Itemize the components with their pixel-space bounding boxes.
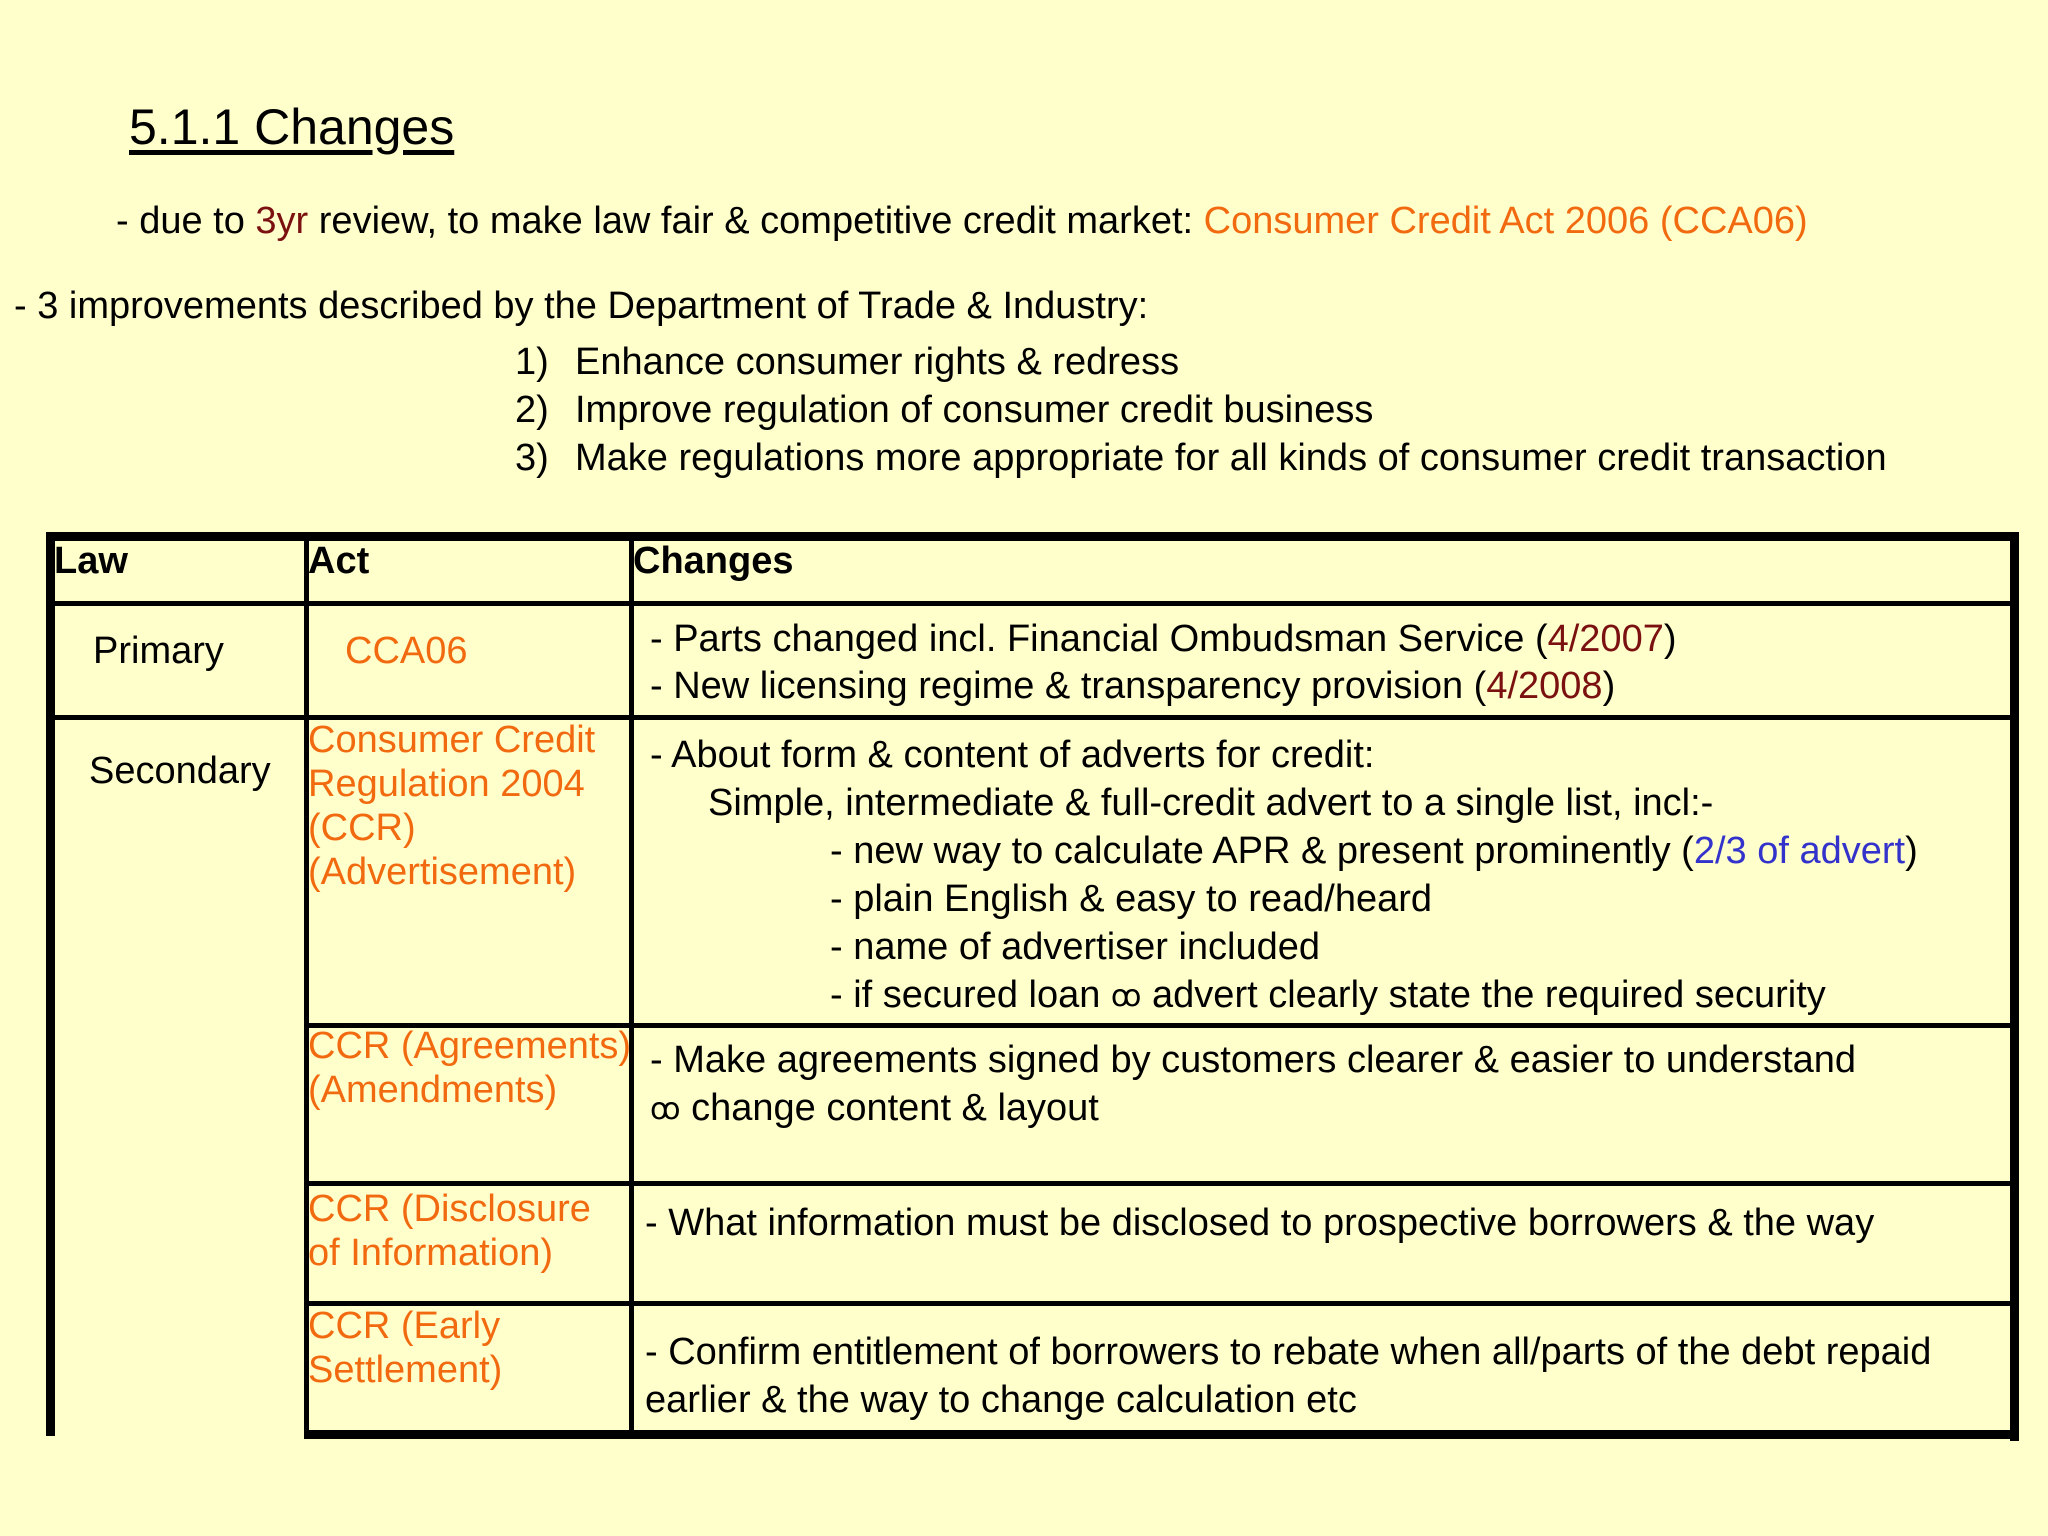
change-text: - new way to calculate APR & present prominently ( (830, 830, 1694, 872)
change-end: ) (1602, 665, 1616, 707)
primary-changes (650, 617, 1677, 708)
intro-years: 3yr (255, 200, 309, 242)
list-number: 1) (515, 341, 549, 383)
change-text: change content & layout (680, 1087, 1099, 1129)
change-highlight: 2/3 of advert (1693, 830, 1906, 872)
row-divider (304, 1301, 2015, 1306)
improvements-list (515, 338, 1887, 482)
change-line (650, 617, 1677, 661)
improvements-heading: - 3 improvements described by the Department of Trade & Industry: (14, 285, 1149, 327)
change-line: - Confirm entitlement of borrowers to rebate when all/parts of the debt repaid (645, 1331, 1932, 1373)
change-date: 4/2007 (1547, 618, 1664, 660)
act-line: Settlement) (308, 1349, 503, 1391)
change-text: advert clearly state the required security (1141, 974, 1826, 1016)
change-line: - Make agreements signed by customers clearer & easier to understand (650, 1039, 1857, 1081)
act-line: CCR (Early (308, 1305, 501, 1347)
intro-prefix: - due to (116, 200, 256, 242)
act-line: Regulation 2004 (308, 763, 585, 805)
changes-disclosure (645, 1201, 1874, 1245)
list-item (515, 338, 1887, 386)
act-line: (Amendments) (308, 1069, 558, 1111)
law-primary: Primary (93, 630, 224, 672)
change-line: - plain English & easy to read/heard (830, 878, 1433, 920)
act-line: CCR (Disclosure (308, 1188, 591, 1230)
act-cca06: CCA06 (345, 630, 468, 672)
changes-advertisement (650, 731, 1918, 1021)
act-ccr-advertisement (308, 718, 595, 894)
list-text: Enhance consumer rights & redress (575, 341, 1180, 383)
change-line: Simple, intermediate & full-credit advert to a single list, incl:- (708, 782, 1714, 824)
change-end: ) (1905, 830, 1918, 872)
act-line: of Information) (308, 1232, 553, 1274)
change-text: - New licensing regime & transparency provision ( (650, 665, 1487, 707)
intro-middle: review, to make law fair & competitive credit market: (308, 200, 1204, 242)
list-item (515, 386, 1887, 434)
act-line: Consumer Credit (308, 719, 596, 761)
header-changes: Changes (633, 540, 794, 582)
table-border-bottom (304, 1430, 2019, 1439)
change-line: - name of advertiser included (830, 926, 1321, 968)
row-divider (304, 1181, 2015, 1186)
therefore-icon: ꝏ (650, 1092, 681, 1126)
change-line (650, 664, 1677, 708)
intro-act: Consumer Credit Act 2006 (CCA06) (1203, 200, 1808, 242)
change-line (650, 827, 1918, 875)
list-text: Improve regulation of consumer credit business (575, 389, 1374, 431)
change-end: ) (1663, 618, 1677, 660)
act-line: CCR (Agreements) (308, 1025, 632, 1067)
table-border-left (46, 532, 55, 1436)
act-ccr-early-settlement (308, 1304, 502, 1392)
act-line: (Advertisement) (308, 851, 577, 893)
header-law: Law (54, 540, 128, 582)
change-line (650, 1084, 1856, 1134)
change-text: - Parts changed incl. Financial Ombudsman Service ( (650, 618, 1548, 660)
list-item (515, 434, 1887, 482)
changes-agreements (650, 1036, 1856, 1134)
therefore-icon: ꝏ (1110, 979, 1142, 1013)
change-line (650, 971, 1918, 1021)
list-number: 3) (515, 437, 549, 479)
list-text: Make regulations more appropriate for all kinds of consumer credit transaction (575, 437, 1887, 479)
change-text: - if secured loan (830, 974, 1111, 1016)
intro-line (116, 200, 1808, 243)
law-secondary: Secondary (89, 750, 271, 792)
change-date: 4/2008 (1486, 665, 1603, 707)
changes-early-settlement (645, 1328, 1931, 1424)
act-ccr-agreements (308, 1024, 631, 1112)
header-divider (55, 601, 2015, 606)
header-act: Act (308, 540, 370, 582)
change-line: - What information must be disclosed to prospective borrowers & the way (645, 1202, 1875, 1244)
page-title: 5.1.1 Changes (129, 99, 455, 155)
change-line: - About form & content of adverts for credit: (650, 734, 1375, 776)
act-ccr-disclosure (308, 1187, 591, 1275)
act-line: (CCR) (308, 807, 416, 849)
change-line: earlier & the way to change calculation etc (645, 1379, 1357, 1421)
list-number: 2) (515, 389, 549, 431)
